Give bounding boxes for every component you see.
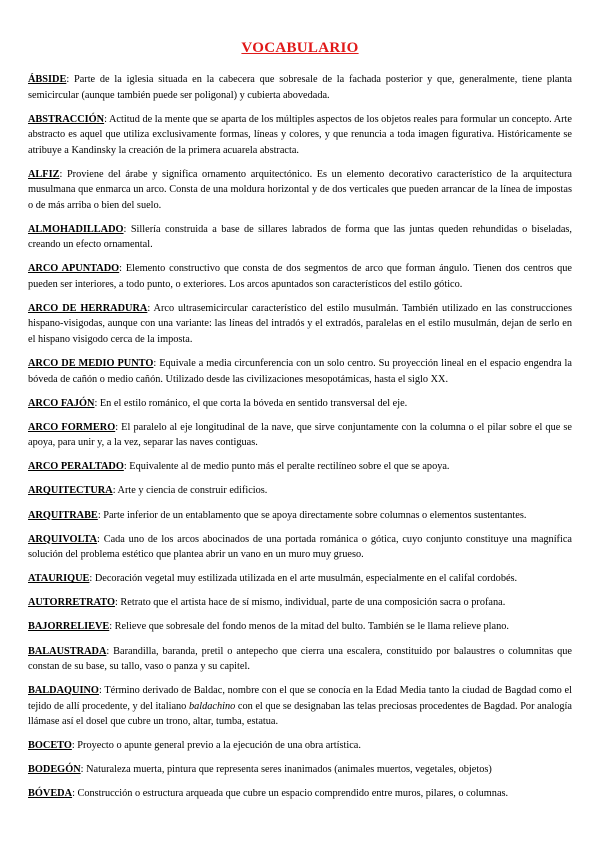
- glossary-entry-arco-de-medio-punto: [28, 356, 572, 387]
- entry-definition-part: con el que se designaban las telas preciosas procedentes de Bagdad. Por analogía llámase así el dosel que cubre un trono, altar, tumba, estatua.: [28, 700, 572, 728]
- glossary-entry-boceto: [28, 738, 572, 754]
- glossary-entry-autorretrato: [28, 595, 572, 611]
- entry-definition: : Elemento constructivo que consta de dos segmentos de arco que forman ángulo. Tienen dos centros que pueden ser interiores, a todo punto, o exteriores. Los arcos apuntados son característicos del estilo gótico.: [28, 263, 572, 290]
- entry-definition-italic: baldachino: [188, 700, 236, 712]
- entry-definition: : Naturaleza muerta, pintura que representa seres inanimados (animales muertos, vegetales, objetos): [80, 764, 492, 776]
- entry-term: ARCO FORMERO: [28, 421, 116, 433]
- entry-definition: : Equivale a media circunferencia con un solo centro. Su proyección lineal en el espacio engendra la bóveda de cañón o medio cañón. Utilizado desde las civilizaciones mesopotámicas, hasta el siglo XX.: [28, 358, 572, 385]
- glossary-entry-bodegon: [28, 762, 572, 778]
- entry-definition: [28, 685, 572, 727]
- entry-term: BAJORRELIEVE: [28, 621, 110, 633]
- entry-term: ARQUIVOLTA: [28, 533, 98, 545]
- entry-term: ABSTRACCIÓN: [28, 113, 105, 125]
- entry-term: AUTORRETRATO: [28, 597, 115, 609]
- glossary-entry-arco-de-herradura: [28, 301, 572, 348]
- page-title: VOCABULARIO: [241, 40, 359, 56]
- entry-definition: : Cada uno de los arcos abocinados de una portada románica o gótica, cuyo conjunto constituye una magnífica solución del problema estético que plantea abrir un vano en un muro muy grueso.: [28, 533, 572, 561]
- entry-definition: : Decoración vegetal muy estilizada utilizada en el arte musulmán, especialmente en el califal cordobés.: [89, 573, 518, 585]
- entry-definition: : Parte de la iglesia situada en la cabecera que sobresale de la fachada posterior y que, generalmente, tiene planta semicircular (aunque también puede ser poligonal) y cubierta abovedada.: [28, 74, 572, 101]
- entry-definition: : En el estilo románico, el que corta la bóveda en sentido transversal del eje.: [94, 397, 408, 409]
- entry-definition: : Proyecto o apunte general previo a la ejecución de una obra artística.: [71, 740, 361, 752]
- glossary-entry-arco-apuntado: [28, 261, 572, 292]
- glossary-entry-arco-peraltado: [28, 459, 572, 475]
- entry-definition: : Construcción o estructura arqueada que cubre un espacio comprendido entre muros, pilares, o columnas.: [72, 788, 509, 800]
- glossary-entry-ataurique: [28, 571, 572, 587]
- entry-term: ALFIZ: [28, 168, 60, 180]
- glossary-entry-arco-formero: [28, 420, 572, 451]
- glossary-entry-abside: [28, 72, 572, 103]
- entry-definition: : Parte inferior de un entablamento que se apoya directamente sobre columnas o elementos sustentantes.: [97, 509, 527, 521]
- entry-definition: : Arco ultrasemicircular característico del estilo musulmán. También utilizado en las construcciones hispano-visigodas, aunque con una variante: las líneas del intradós y el extradós, paralelas en el estilo musulmán, dejan de serlo en el hispano visigodo cerca de la imposta.: [28, 302, 572, 345]
- glossary-entry-abstraccion: [28, 112, 572, 159]
- entry-definition: : Arte y ciencia de construir edificios.: [112, 485, 268, 497]
- entry-term: BALDAQUINO: [28, 685, 99, 697]
- glossary-entry-balaustrada: [28, 644, 572, 675]
- glossary-entry-bajorrelieve: [28, 619, 572, 635]
- glossary-entry-alfiz: [28, 167, 572, 214]
- entry-definition: : Relieve que sobresale del fondo menos de la mitad del bulto. También se le llama relieve plano.: [109, 621, 509, 633]
- entry-term: ARCO DE HERRADURA: [28, 302, 148, 314]
- entry-term: ARCO APUNTADO: [28, 263, 120, 275]
- entry-term: ALMOHADILLADO: [28, 223, 124, 235]
- entry-term: ARQUITRABE: [28, 509, 98, 521]
- entry-definition: : Sillería construida a base de sillares labrados de forma que las juntas queden rehundidas o biseladas, creando un efecto ornamental.: [28, 223, 572, 251]
- entry-definition: : Proviene del árabe y significa ornamento arquitectónico. Es un elemento decorativo característico de la arquitectura musulmana que enmarca un arco. Consta de una moldura horizontal y de dos verticales que pueden arrancar de la línea de impostas o de más arriba o bien del suelo.: [28, 168, 572, 211]
- glossary-entry-baldaquino: [28, 683, 572, 730]
- entry-definition: : Barandilla, baranda, pretil o antepecho que cierra una escalera, constituido por balaustres o columnitas que constan de su base, su tallo, vaso o panza y su capitel.: [28, 645, 572, 672]
- entry-term: BOCETO: [28, 740, 72, 752]
- entry-definition: : Retrato que el artista hace de sí mismo, individual, parte de una composición sacra o profana.: [114, 597, 506, 609]
- entry-term: BÓVEDA: [28, 788, 73, 800]
- glossary-entry-boveda: [28, 786, 572, 802]
- entry-term: ÁBSIDE: [28, 74, 67, 85]
- entry-term: BODEGÓN: [28, 764, 81, 776]
- glossary-entry-arquivolta: [28, 532, 572, 563]
- entry-term: BALAUSTRADA: [28, 645, 107, 657]
- entry-term: ARCO PERALTADO: [28, 461, 124, 473]
- glossary-entry-arco-fajon: [28, 396, 572, 412]
- entry-term: ARCO DE MEDIO PUNTO: [28, 358, 154, 370]
- glossary-entry-almohadillado: [28, 222, 572, 253]
- glossary-list: [28, 72, 572, 810]
- entry-definition-part: : Término derivado de Baldac, nombre con el que se conocía en la Edad Media tanto la ciudad de Bagdad como el tejido de allí procedente, y del italiano: [28, 685, 572, 712]
- entry-definition: : Equivalente al de medio punto más el peralte rectilíneo sobre el que se apoya.: [123, 461, 450, 473]
- entry-definition: : El paralelo al eje longitudinal de la nave, que sirve conjuntamente con la columna o el pilar sobre el que se apoya, para unir y, a la vez, separar las naves contiguas.: [28, 421, 572, 449]
- entry-term: ARCO FAJÓN: [28, 397, 95, 409]
- glossary-entry-arquitrabe: [28, 508, 572, 524]
- entry-term: ARQUITECTURA: [28, 485, 113, 497]
- entry-term: ATAURIQUE: [28, 573, 90, 585]
- glossary-entry-arquitectura: [28, 483, 572, 499]
- entry-definition: : Actitud de la mente que se aparta de los múltiples aspectos de los objetos reales para formular un concepto. Arte abstracto es aquel que utiliza exclusivamente formas, líneas y colores, y que renuncia a toda imagen figurativa. Históricamente se atribuye a Kandinsky la creación de la primera acuarela abstracta.: [28, 113, 572, 156]
